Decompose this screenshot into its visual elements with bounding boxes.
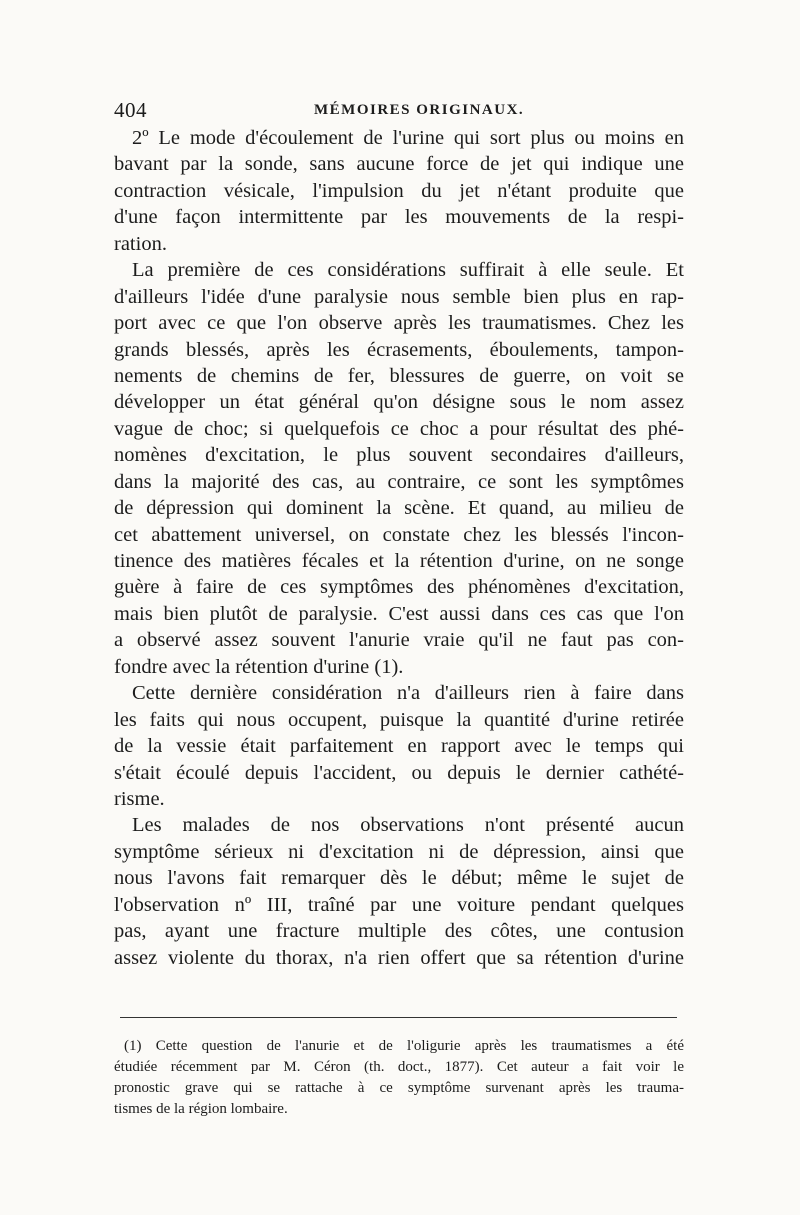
text-line: fondre avec la rétention d'urine (1).	[114, 655, 404, 678]
text-line: mais bien plutôt de paralysie. C'est aussi dans ces cas que l'on	[114, 602, 684, 625]
text-line: tinence des matières fécales et la rétention d'urine, on ne songe	[114, 550, 684, 572]
text-line: contraction vésicale, l'impulsion du jet n'étant produite que	[114, 179, 684, 202]
text-line: nous l'avons fait remarquer dès le début; même le sujet de	[114, 867, 684, 890]
body-text	[114, 125, 684, 971]
footnote-line: étudiée récemment par M. Céron (th. doct., 1877). Cet auteur a fait voir le	[114, 1059, 684, 1075]
footnote-line: tismes de la région lombaire.	[114, 1101, 288, 1117]
text-line: guère à faire de ces symptômes des phénomènes d'excitation,	[114, 576, 684, 599]
page-header	[114, 98, 684, 124]
text-line: pas, ayant une fracture multiple des côtes, une contusion	[114, 920, 684, 943]
footnote-line: pronostic grave qui se rattache à ce symptôme survenant après les trauma-	[114, 1080, 684, 1096]
footnotes	[114, 1036, 684, 1120]
text-line: a observé assez souvent l'anurie vraie qu'il ne faut pas con-	[114, 629, 684, 652]
text-line: nomènes d'excitation, le plus souvent secondaires d'ailleurs,	[114, 444, 684, 467]
text-line: Les malades de nos observations n'ont présenté aucun	[132, 814, 684, 837]
text-line: risme.	[114, 787, 165, 810]
text-line: ration.	[114, 232, 167, 255]
text-line: symptôme sérieux ni d'excitation ni de dépression, ainsi que	[114, 840, 684, 863]
footnote-line: (1) Cette question de l'anurie et de l'oligurie après les traumatismes a été	[124, 1038, 684, 1054]
text-line: d'ailleurs l'idée d'une paralysie nous semble bien plus en rap-	[114, 285, 684, 308]
text-line: grands blessés, après les écrasements, éboulements, tampon-	[114, 338, 684, 361]
text-line: cet abattement universel, on constate chez les blessés l'incon-	[114, 523, 684, 546]
text-line: Cette dernière considération n'a d'ailleurs rien à faire dans	[132, 682, 684, 705]
text-line: les faits qui nous occupent, puisque la quantité d'urine retirée	[114, 708, 684, 731]
text-line: nements de chemins de fer, blessures de guerre, on voit se	[114, 364, 684, 387]
text-line: vague de choc; si quelquefois ce choc a pour résultat des phé-	[114, 417, 684, 440]
text-line: développer un état général qu'on désigne sous le nom assez	[114, 391, 684, 414]
text-line: s'était écoulé depuis l'accident, ou depuis le dernier cathété-	[114, 761, 684, 784]
running-title: MÉMOIRES ORIGINAUX.	[314, 102, 525, 118]
text-line: d'une façon intermittente par les mouvements de la respi-	[114, 206, 684, 229]
text-line: l'observation nº III, traîné par une voiture pendant quelques	[114, 893, 684, 916]
text-line: 2º Le mode d'écoulement de l'urine qui sort plus ou moins en	[132, 127, 684, 149]
text-line: assez violente du thorax, n'a rien offert que sa rétention d'urine	[114, 946, 684, 969]
text-line: de dépression qui dominent la scène. Et quand, au milieu de	[114, 497, 684, 520]
text-line: La première de ces considérations suffirait à elle seule. Et	[132, 259, 684, 282]
text-line: de la vessie était parfaitement en rapport avec le temps qui	[114, 735, 684, 758]
text-line: dans la majorité des cas, au contraire, ce sont les symptômes	[114, 470, 684, 493]
footnote-divider	[120, 1017, 677, 1018]
page-number: 404	[114, 98, 147, 122]
text-line: bavant par la sonde, sans aucune force de jet qui indique une	[114, 153, 684, 176]
text-line: port avec ce que l'on observe après les traumatismes. Chez les	[114, 312, 684, 335]
